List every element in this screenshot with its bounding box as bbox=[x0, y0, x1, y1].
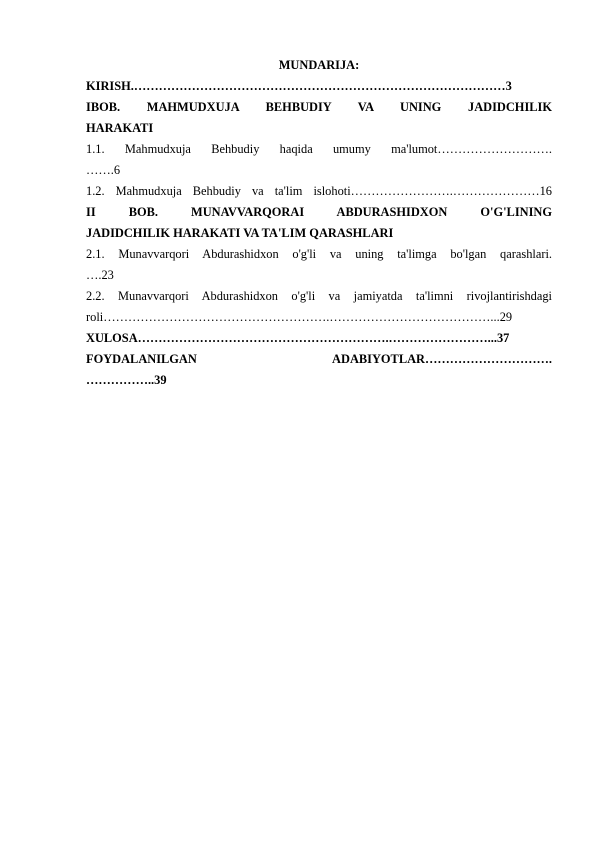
page-title: MUNDARIJA: bbox=[278, 58, 360, 72]
toc-entry-adabiyot-line2: ……………..39 bbox=[86, 373, 167, 387]
toc-entry-1-1-line2: …….6 bbox=[86, 163, 121, 177]
toc-entry-bob1-line2: HARAKATI bbox=[86, 121, 154, 135]
toc-entry-2-1-line2: ….23 bbox=[86, 268, 114, 282]
toc-entry-xulosa: XULOSA…………………………………………………….……………………...37 bbox=[86, 331, 510, 345]
toc-entry-2-1-line1: 2.1. Munavvarqori Abdurashidxon o'g'li va uning ta'limga bo'lgan qarashlari. bbox=[86, 247, 552, 261]
toc-entry-2-2-line2: roli……………………………………………….…………………………………...29 bbox=[86, 310, 513, 324]
table-of-contents bbox=[86, 55, 552, 391]
toc-entry-1-2: 1.2. Mahmudxuja Behbudiy va ta'lim islohoti…………………….…………………16 bbox=[86, 184, 552, 198]
toc-entry-kirish: KIRISH.………………………………………………………………………………3 bbox=[86, 79, 512, 93]
toc-entry-2-2-line1: 2.2. Munavvarqori Abdurashidxon o'g'li va jamiyatda ta'limni rivojlantirishdagi bbox=[86, 289, 552, 303]
toc-entry-1-1-line1: 1.1. Mahmudxuja Behbudiy haqida umumy ma'lumot………………………. bbox=[86, 142, 552, 156]
toc-entry-bob2-line1: II BOB. MUNAVVARQORAI ABDURASHIDXON O'G'LINING bbox=[86, 205, 552, 219]
toc-entry-bob1-line1: IBOB. MAHMUDXUJA BEHBUDIY VA UNING JADIDCHILIK bbox=[86, 100, 552, 114]
toc-entry-adabiyot-line1: FOYDALANILGAN ADABIYOTLAR…………………………. bbox=[86, 352, 552, 366]
toc-entry-bob2-line2: JADIDCHILIK HARAKATI VA TA'LIM QARASHLARI bbox=[86, 226, 394, 240]
